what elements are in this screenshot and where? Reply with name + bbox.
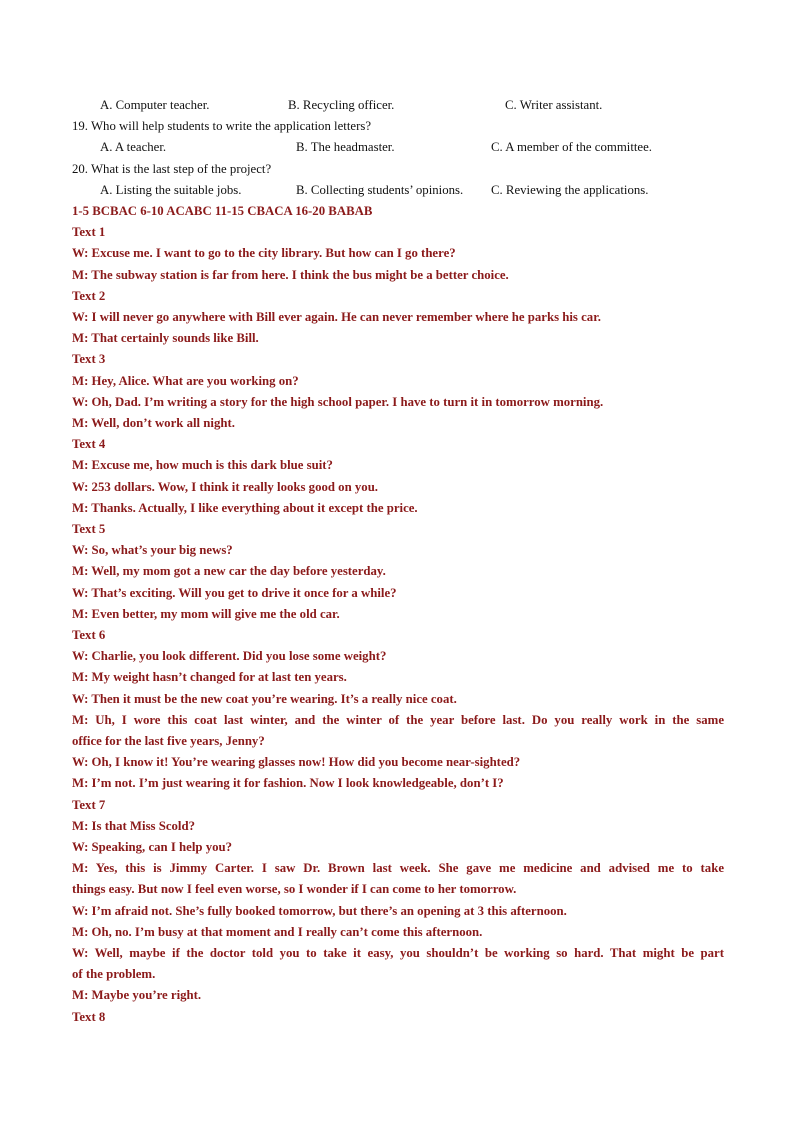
q19-option-a: A. A teacher. — [100, 140, 167, 154]
q20-option-b: B. Collecting students’ opinions. — [296, 183, 464, 197]
dialogue-line: W: Oh, Dad. I’m writing a story for the high school paper. I have to turn it in tomorrow morning. — [72, 395, 604, 409]
dialogue-line: M: Even better, my mom will give me the old car. — [72, 607, 340, 621]
q19-option-c: C. A member of the committee. — [491, 140, 652, 154]
text3-title: Text 3 — [72, 352, 106, 366]
q20-option-a: A. Listing the suitable jobs. — [100, 183, 242, 197]
text7-title: Text 7 — [72, 798, 106, 812]
dialogue-line: W: Well, maybe if the doctor told you to take it easy, you shouldn’t be working so hard. That might be part — [72, 946, 724, 960]
q18-option-b: B. Recycling officer. — [288, 98, 395, 112]
text6-title: Text 6 — [72, 628, 106, 642]
dialogue-line: M: Excuse me, how much is this dark blue suit? — [72, 458, 333, 472]
text4-title: Text 4 — [72, 437, 106, 451]
dialogue-line: W: I’m afraid not. She’s fully booked tomorrow, but there’s an opening at 3 this afternoon. — [72, 904, 567, 918]
dialogue-line: M: Hey, Alice. What are you working on? — [72, 374, 299, 388]
dialogue-line: M: The subway station is far from here. I think the bus might be a better choice. — [72, 268, 509, 282]
text1-title: Text 1 — [72, 225, 106, 239]
dialogue-line: office for the last five years, Jenny? — [72, 734, 265, 748]
dialogue-line: W: Oh, I know it! You’re wearing glasses now! How did you become near-sighted? — [72, 755, 521, 769]
dialogue-line: of the problem. — [72, 967, 156, 981]
q19-option-b: B. The headmaster. — [296, 140, 395, 154]
q20-option-c: C. Reviewing the applications. — [491, 183, 649, 197]
q20-question: 20. What is the last step of the project? — [72, 162, 272, 176]
dialogue-line: W: So, what’s your big news? — [72, 543, 233, 557]
answer-key: 1-5 BCBAC 6-10 ACABC 11-15 CBACA 16-20 BABAB — [72, 204, 373, 218]
dialogue-line: M: Maybe you’re right. — [72, 988, 202, 1002]
dialogue-line: M: Yes, this is Jimmy Carter. I saw Dr. Brown last week. She gave me medicine and advised me to take — [72, 861, 724, 875]
dialogue-line: M: Well, don’t work all night. — [72, 416, 235, 430]
dialogue-line: W: Excuse me. I want to go to the city library. But how can I go there? — [72, 246, 456, 260]
q18-option-a: A. Computer teacher. — [100, 98, 210, 112]
dialogue-line: M: My weight hasn’t changed for at last ten years. — [72, 670, 347, 684]
dialogue-line: W: Then it must be the new coat you’re wearing. It’s a really nice coat. — [72, 692, 457, 706]
dialogue-line: W: Speaking, can I help you? — [72, 840, 233, 854]
dialogue-line: M: Thanks. Actually, I like everything about it except the price. — [72, 501, 418, 515]
text8-title: Text 8 — [72, 1010, 106, 1024]
dialogue-line: M: Uh, I wore this coat last winter, and the winter of the year before last. Do you really work in the same — [72, 713, 724, 727]
dialogue-line: W: 253 dollars. Wow, I think it really looks good on you. — [72, 480, 379, 494]
dialogue-line: M: I’m not. I’m just wearing it for fashion. Now I look knowledgeable, don’t I? — [72, 776, 504, 790]
dialogue-line: things easy. But now I feel even worse, so I wonder if I can come to her tomorrow. — [72, 882, 517, 896]
text2-title: Text 2 — [72, 289, 106, 303]
dialogue-line: M: Is that Miss Scold? — [72, 819, 195, 833]
dialogue-line: W: I will never go anywhere with Bill ever again. He can never remember where he parks his car. — [72, 310, 601, 324]
dialogue-line: W: That’s exciting. Will you get to drive it once for a while? — [72, 586, 397, 600]
q19-question: 19. Who will help students to write the application letters? — [72, 119, 372, 133]
dialogue-line: M: That certainly sounds like Bill. — [72, 331, 259, 345]
text5-title: Text 5 — [72, 522, 106, 536]
dialogue-line: M: Oh, no. I’m busy at that moment and I really can’t come this afternoon. — [72, 925, 483, 939]
dialogue-line: W: Charlie, you look different. Did you lose some weight? — [72, 649, 387, 663]
q18-option-c: C. Writer assistant. — [505, 98, 603, 112]
dialogue-line: M: Well, my mom got a new car the day before yesterday. — [72, 564, 386, 578]
